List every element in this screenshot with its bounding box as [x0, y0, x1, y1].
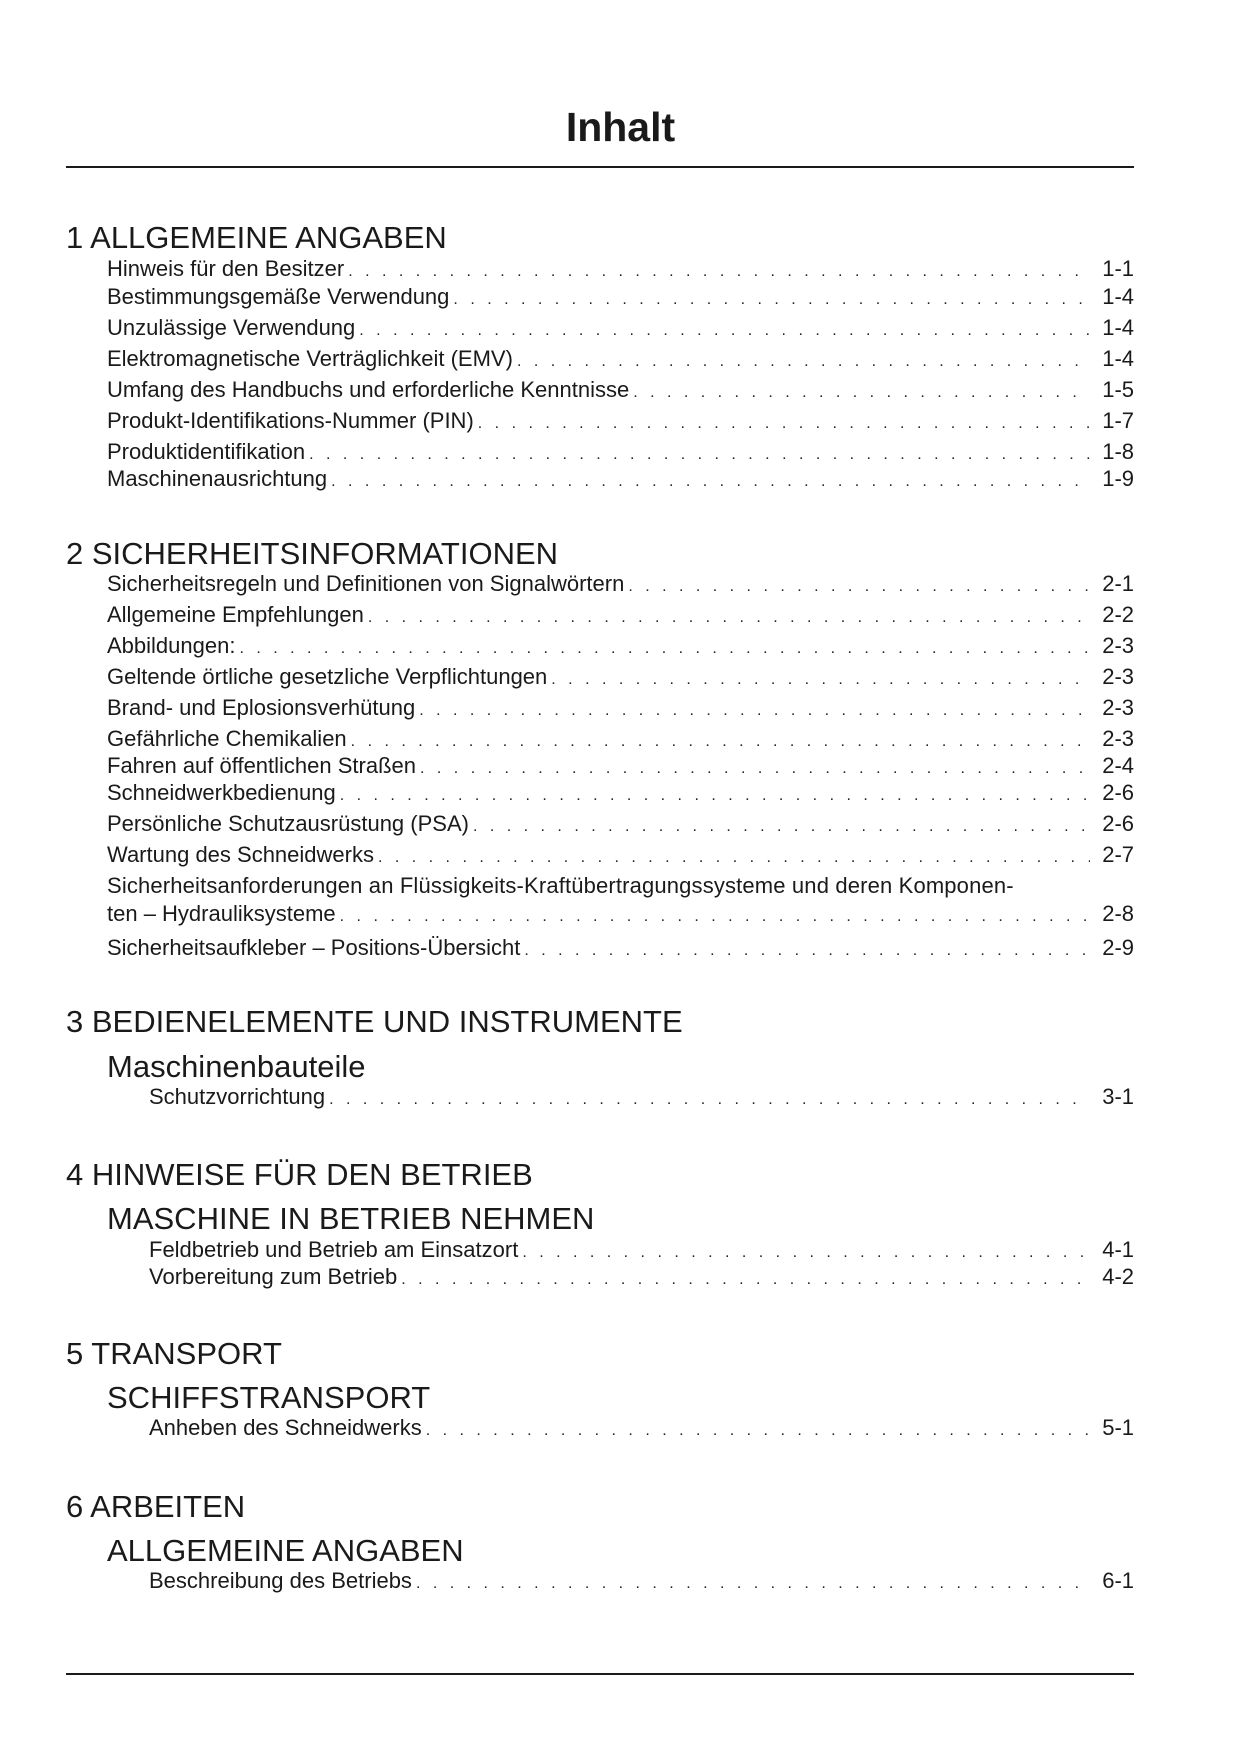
toc-entry-label: Schutzvorrichtung: [149, 1084, 326, 1109]
dot-leader: [478, 411, 1090, 437]
toc-entry-label: Umfang des Handbuchs und erforderliche Kenntnisse: [107, 377, 630, 402]
toc-entry-label: Unzulässige Verwendung: [107, 315, 356, 340]
toc-entry-page: 2-8: [1102, 901, 1134, 926]
dot-leader: [239, 636, 1090, 662]
dot-leader: [331, 469, 1090, 495]
toc-entry[interactable]: [107, 633, 1134, 662]
section-heading: 4 HINWEISE FÜR DEN BETRIEB: [66, 1157, 533, 1192]
dot-leader: [420, 756, 1090, 782]
toc-entry-page: 2-6: [1102, 811, 1134, 836]
toc-entry-label-continued: ten – Hydrauliksysteme: [107, 901, 336, 926]
toc-entry-label: Elektromagnetische Verträglichkeit (EMV): [107, 346, 513, 371]
section-heading: 5 TRANSPORT: [66, 1336, 282, 1371]
toc-entry-page: 2-3: [1102, 664, 1134, 689]
dot-leader: [473, 814, 1090, 840]
toc-entry-page: 6-1: [1102, 1568, 1134, 1593]
toc-entry-label: Sicherheitsanforderungen an Flüssigkeits-Kraftübertragungssysteme und deren Komponen-: [107, 873, 1014, 898]
toc-entry-label: Vorbereitung zum Betrieb: [149, 1264, 398, 1289]
toc-entry-page: 2-3: [1102, 726, 1134, 751]
toc-entry[interactable]: [107, 873, 1134, 930]
toc-entry[interactable]: [107, 284, 1134, 313]
section-heading: 3 BEDIENELEMENTE UND INSTRUMENTE: [66, 1004, 683, 1039]
toc-entry-label: Allgemeine Empfehlungen: [107, 602, 364, 627]
subsection-heading: Maschinenbauteile: [107, 1049, 366, 1084]
dot-leader: [401, 1267, 1090, 1293]
toc-entry-page: 4-1: [1102, 1237, 1134, 1262]
dot-leader: [368, 605, 1090, 631]
page-title: Inhalt: [565, 104, 676, 150]
toc-entry-label: Schneidwerkbedienung: [107, 780, 336, 805]
section-heading: 1 ALLGEMEINE ANGABEN: [66, 220, 447, 255]
toc-entry-label: Gefährliche Chemikalien: [107, 726, 347, 751]
dot-leader: [517, 349, 1090, 375]
toc-entry[interactable]: [149, 1415, 1134, 1444]
dot-leader: [348, 259, 1090, 285]
toc-entry[interactable]: [107, 811, 1134, 840]
toc-entry[interactable]: [107, 695, 1134, 724]
toc-entry-page: 1-4: [1102, 284, 1134, 309]
toc-entry-label: Persönliche Schutzausrüstung (PSA): [107, 811, 469, 836]
section-heading: 2 SICHERHEITSINFORMATIONEN: [66, 536, 559, 571]
dot-leader: [551, 667, 1090, 693]
toc-entry-label: Maschinenausrichtung: [107, 466, 328, 491]
toc-entry-page: 1-4: [1102, 315, 1134, 340]
toc-entry[interactable]: [107, 377, 1134, 406]
toc-entry-label: Beschreibung des Betriebs: [149, 1568, 412, 1593]
dot-leader: [633, 380, 1090, 406]
toc-entry-page: 2-9: [1102, 935, 1134, 960]
toc-entry-page: 2-1: [1102, 571, 1134, 596]
toc-entry-label: Bestimmungsgemäße Verwendung: [107, 284, 450, 309]
dot-leader: [359, 318, 1090, 344]
dot-leader: [628, 574, 1090, 600]
toc-entry-label: Anheben des Schneidwerks: [149, 1415, 422, 1440]
dot-leader: [524, 938, 1090, 964]
toc-entry-label: Abbildungen:: [107, 633, 236, 658]
toc-entry-label: Hinweis für den Besitzer: [107, 256, 345, 281]
toc-entry-page: 2-3: [1102, 633, 1134, 658]
dot-leader: [419, 698, 1090, 724]
dot-leader: [309, 442, 1090, 468]
footer-rule: [66, 1673, 1134, 1675]
dot-leader: [340, 904, 1090, 930]
dot-leader: [453, 287, 1090, 313]
dot-leader: [378, 845, 1090, 871]
toc-entry[interactable]: [107, 664, 1134, 693]
toc-entry-page: 4-2: [1102, 1264, 1134, 1289]
toc-entry[interactable]: [107, 602, 1134, 631]
toc-entry[interactable]: [107, 842, 1134, 871]
toc-entry-label: Sicherheitsaufkleber – Positions-Übersicht: [107, 935, 521, 960]
toc-entry[interactable]: [107, 753, 1134, 782]
toc-entry-page: 3-1: [1102, 1084, 1134, 1109]
subsection-heading: SCHIFFSTRANSPORT: [107, 1380, 431, 1415]
toc-entry-page: 1-4: [1102, 346, 1134, 371]
toc-entry[interactable]: [107, 346, 1134, 375]
toc-entry-page: 2-3: [1102, 695, 1134, 720]
toc-entry-page: 2-2: [1102, 602, 1134, 627]
toc-entry-label: Fahren auf öffentlichen Straßen: [107, 753, 417, 778]
toc-entry-page: 5-1: [1102, 1415, 1134, 1440]
toc-entry-label: Geltende örtliche gesetzliche Verpflichtungen: [107, 664, 548, 689]
toc-entry-page: 2-7: [1102, 842, 1134, 867]
toc-entry-page: 2-6: [1102, 780, 1134, 805]
toc-entry[interactable]: [149, 1568, 1134, 1597]
toc-entry[interactable]: [149, 1264, 1134, 1293]
toc-entry-label: Wartung des Schneidwerks: [107, 842, 374, 867]
toc-entry-label: Sicherheitsregeln und Definitionen von Signalwörtern: [107, 571, 625, 596]
section-heading: 6 ARBEITEN: [66, 1489, 246, 1524]
dot-leader: [522, 1240, 1090, 1266]
toc-entry[interactable]: [107, 571, 1134, 600]
toc-entry-page: 1-9: [1102, 466, 1134, 491]
toc-entry[interactable]: [107, 256, 1134, 285]
dot-leader: [329, 1087, 1090, 1113]
title-rule: [66, 166, 1134, 168]
toc-entry-page: 2-4: [1102, 753, 1134, 778]
toc-entry-label: Brand- und Eplosionsverhütung: [107, 695, 416, 720]
toc-entry-label: Feldbetrieb und Betrieb am Einsatzort: [149, 1237, 519, 1262]
dot-leader: [340, 783, 1090, 809]
toc-entry-page: 1-8: [1102, 439, 1134, 464]
toc-entry[interactable]: [107, 315, 1134, 344]
toc-entry[interactable]: [107, 726, 1134, 755]
toc-entry-label: Produkt-Identifikations-Nummer (PIN): [107, 408, 474, 433]
toc-entry[interactable]: [107, 439, 1134, 468]
toc-entry-label: Produktidentifikation: [107, 439, 306, 464]
toc-entry[interactable]: [149, 1237, 1134, 1266]
toc-entry-page: 1-5: [1102, 377, 1134, 402]
toc-entry[interactable]: [149, 1084, 1134, 1113]
toc-entry[interactable]: [107, 780, 1134, 809]
dot-leader: [416, 1571, 1090, 1597]
toc-entry[interactable]: [107, 466, 1134, 495]
toc-entry-page: 1-1: [1102, 256, 1134, 281]
toc-entry[interactable]: [107, 935, 1134, 964]
toc-entry[interactable]: [107, 408, 1134, 437]
subsection-heading: ALLGEMEINE ANGABEN: [107, 1533, 464, 1568]
dot-leader: [426, 1418, 1090, 1444]
toc-entry-page: 1-7: [1102, 408, 1134, 433]
subsection-heading: MASCHINE IN BETRIEB NEHMEN: [107, 1201, 595, 1236]
dot-leader: [351, 729, 1090, 755]
